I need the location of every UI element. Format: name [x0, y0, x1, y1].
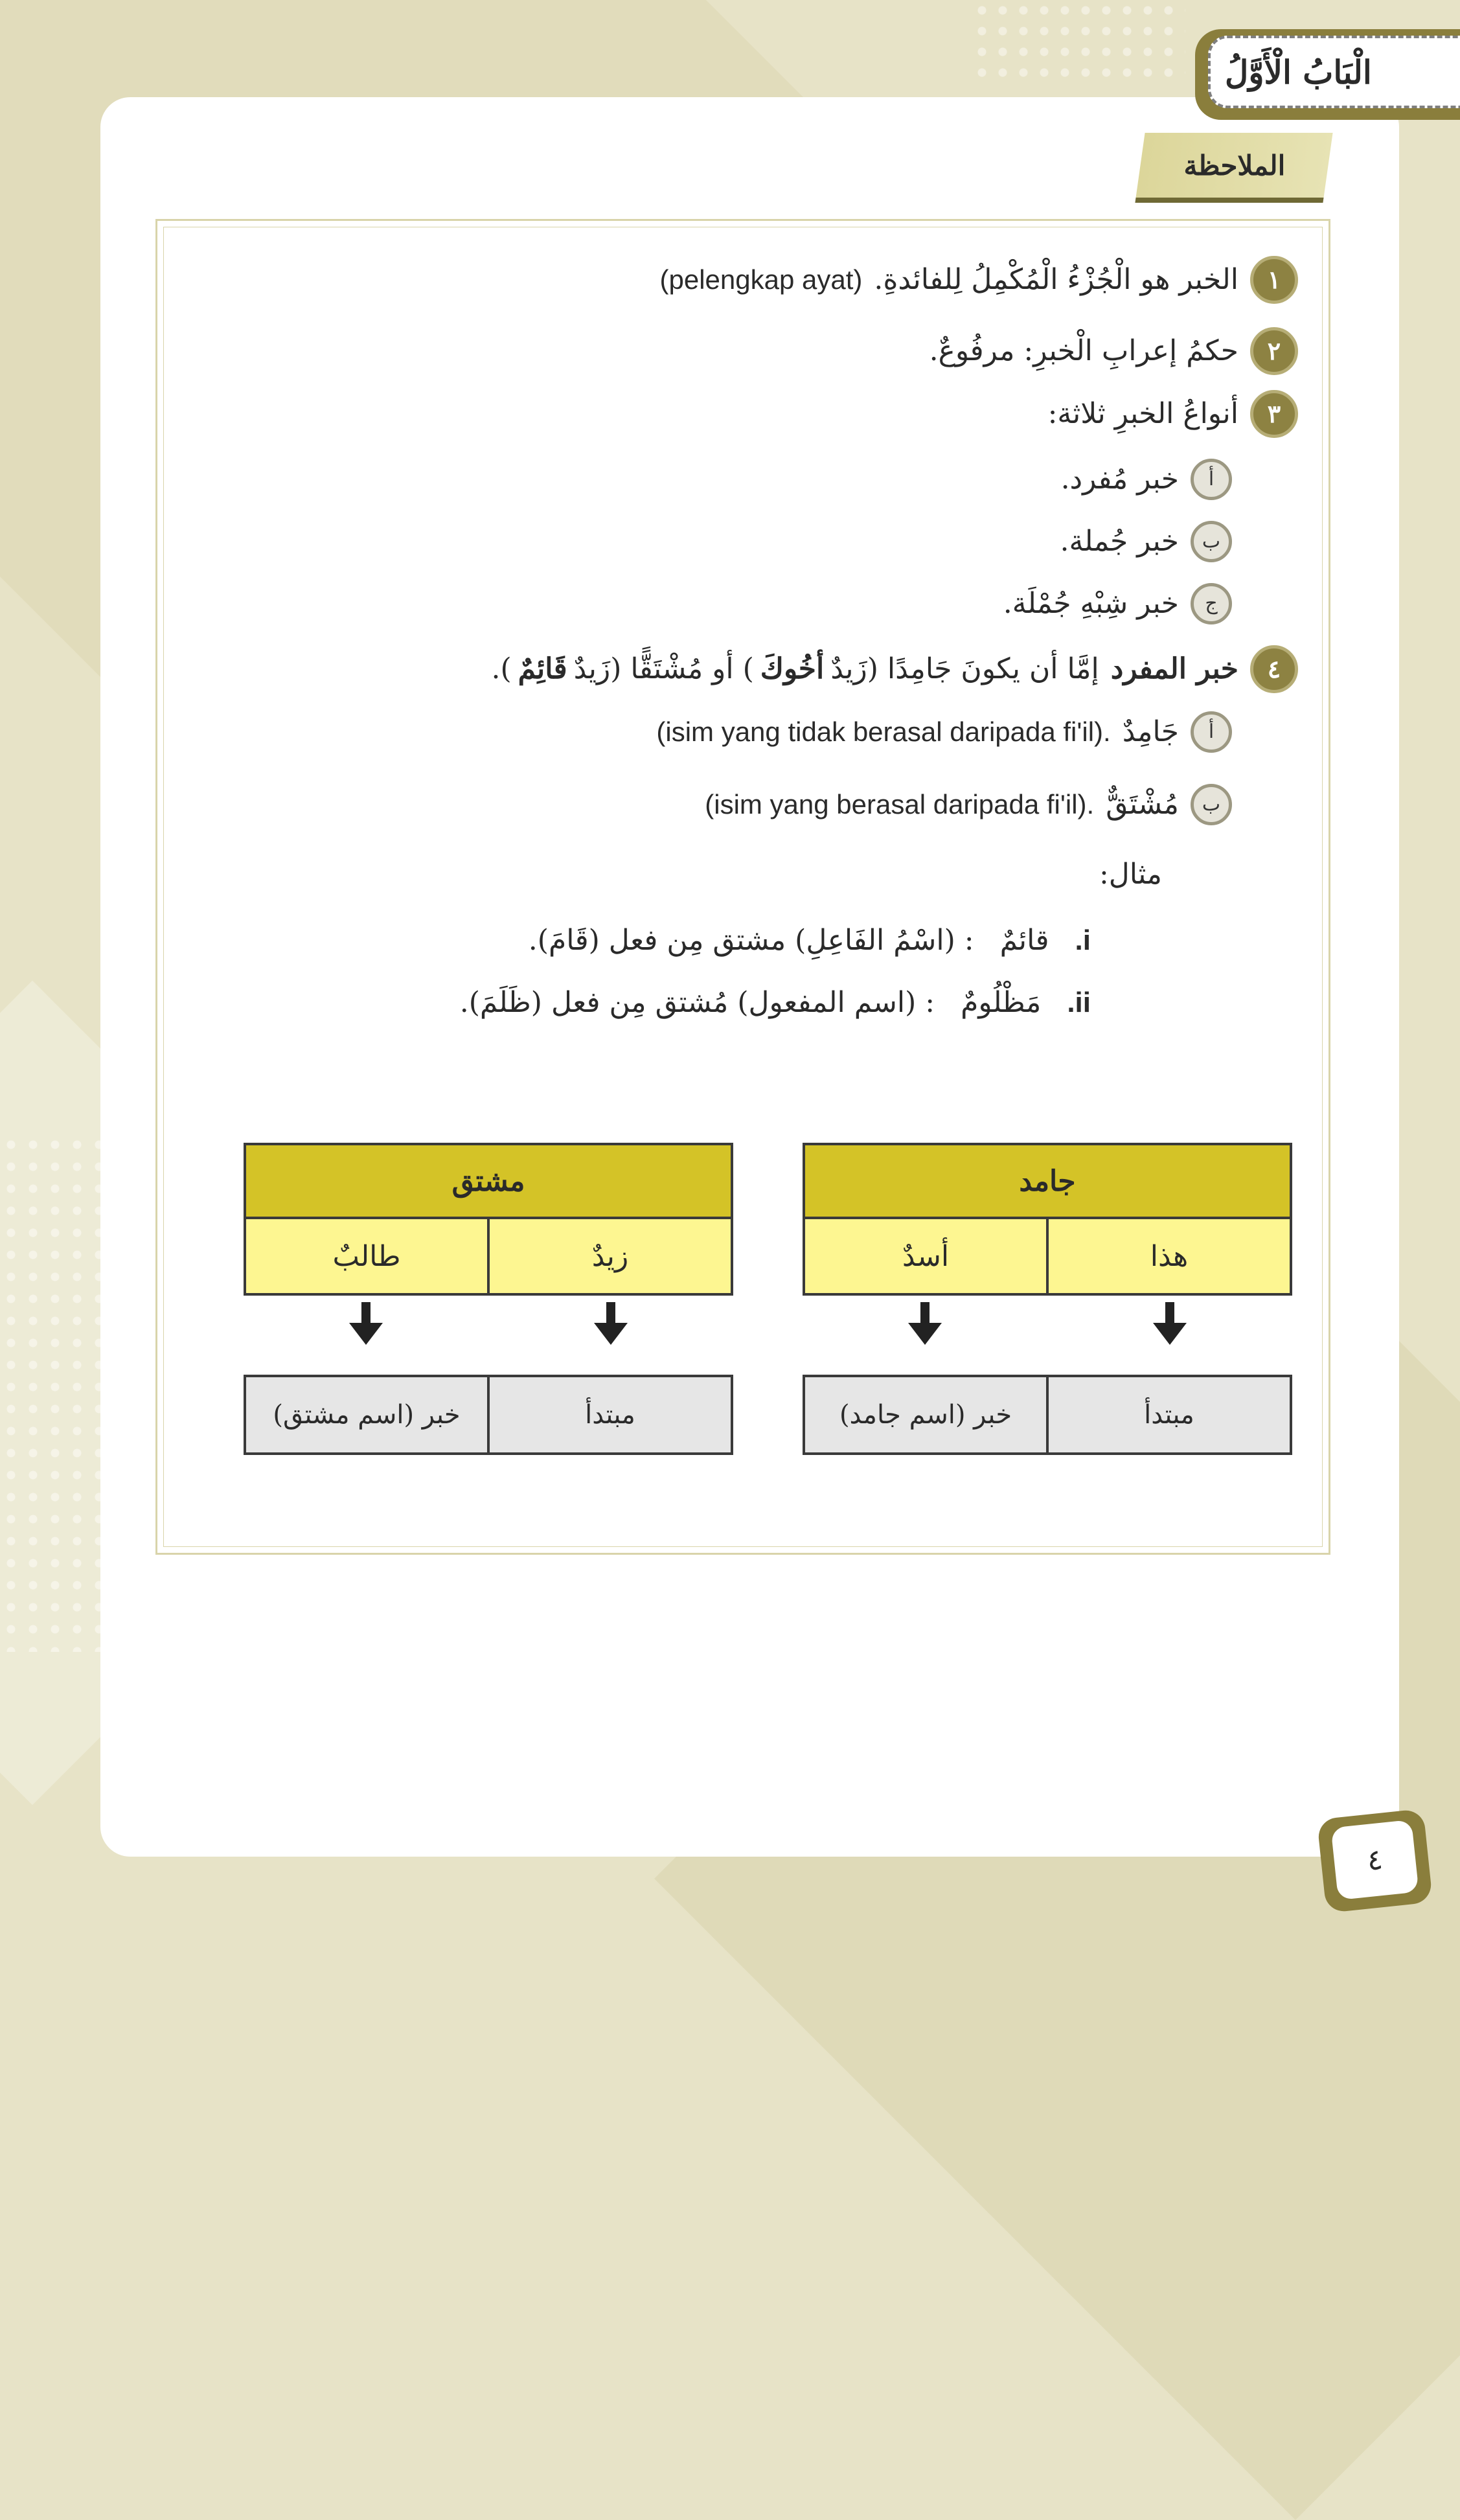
example-word: مَظْلُومٌ	[961, 986, 1042, 1019]
table-cell: خبر (اسم مشتق)	[246, 1377, 490, 1452]
example-word: قائمٌ	[999, 924, 1049, 957]
sub-point-b	[1060, 521, 1232, 562]
table-row	[244, 1375, 733, 1455]
bold-word: أخُوكَ	[760, 652, 825, 685]
point-2	[930, 327, 1298, 375]
point-text: حكمُ إعرابِ الْخبرِ: مرفُوعٌ.	[929, 334, 1238, 367]
example-text: : (اسْمُ الفَاعِلِ) مشتق مِن فعل (قَامَ).	[528, 924, 974, 957]
arrow-row	[244, 1296, 733, 1354]
jamid-table	[803, 1143, 1292, 1455]
point-text: الخبر هو الْجُزْءُ الْمُكْمِلُ لِلفائدةِ.	[874, 263, 1238, 296]
point-1	[660, 256, 1299, 304]
sub-text: خبر مُفرد.	[1060, 463, 1179, 496]
sub-point-b	[705, 784, 1232, 825]
point-number: ٣	[1250, 390, 1298, 438]
roman-numeral: i.	[1075, 924, 1091, 956]
section-label	[1135, 133, 1332, 203]
point-3	[1048, 390, 1298, 438]
arrow-down-icon	[1047, 1302, 1292, 1347]
example-title	[1099, 855, 1162, 894]
table-header: جامد	[803, 1143, 1292, 1219]
table-row	[803, 1375, 1292, 1455]
background-dots	[0, 1134, 104, 1652]
chapter-title: الْبَابُ الْأَوَّلُ	[1225, 52, 1372, 91]
arrow-row	[803, 1296, 1292, 1354]
table-cell: هذا	[1150, 1239, 1189, 1273]
table-cell: خبر (اسم جامد)	[805, 1377, 1049, 1452]
sub-point-c	[1003, 583, 1232, 624]
table-row	[244, 1219, 733, 1296]
text-fragment: ).	[491, 652, 512, 685]
mushtaq-table	[244, 1143, 733, 1455]
point-4	[492, 645, 1298, 693]
arrow-down-icon	[244, 1302, 488, 1347]
table-cell: أسدٌ	[805, 1219, 1049, 1293]
background-dots	[972, 0, 1185, 84]
table-cell: مبتدأ	[1144, 1400, 1194, 1430]
example-ii	[460, 983, 1091, 1022]
point-label: خبر المفرد	[1110, 652, 1238, 685]
point-number: ٤	[1250, 645, 1298, 693]
sub-word: مُشْتَقٌّ	[1106, 788, 1179, 821]
point-latin: (pelengkap ayat)	[659, 264, 863, 295]
table-cell: زيدٌ	[591, 1239, 629, 1273]
sub-text: خبر جُملة.	[1060, 525, 1179, 558]
sub-latin: (isim yang tidak berasal daripada fi'il).	[656, 716, 1111, 747]
example-text: : (اسم المفعول) مُشتق مِن فعل (ظَلَمَ).	[459, 986, 935, 1019]
sub-latin: (isim yang berasal daripada fi'il).	[705, 789, 1095, 819]
table-row	[803, 1219, 1292, 1296]
table-header: مشتق	[244, 1143, 733, 1219]
bold-word: قَائِمٌ	[518, 652, 567, 685]
point-number: ٢	[1250, 327, 1298, 375]
arrow-down-icon	[488, 1302, 733, 1347]
example-heading: مثال:	[1099, 858, 1162, 891]
text-fragment: ) أو مُشْتَقًّا (زَيدٌ	[573, 652, 754, 685]
sub-mark: ب	[1191, 521, 1232, 562]
sub-point-a	[656, 711, 1232, 753]
point-text: أنواعُ الخبرِ ثلاثة:	[1047, 397, 1238, 430]
roman-numeral: ii.	[1067, 987, 1091, 1018]
text-fragment: إمَّا أن يكونَ جَامِدًا (زَيدٌ	[830, 652, 1099, 685]
page-number: ٤	[1330, 1820, 1419, 1900]
table-cell: مبتدأ	[585, 1400, 635, 1430]
sub-word: جَامِدٌ	[1122, 715, 1179, 748]
example-i	[529, 921, 1091, 960]
sub-mark: أ	[1191, 711, 1232, 753]
table-cell: طالبٌ	[246, 1219, 490, 1293]
arrow-down-icon	[803, 1302, 1047, 1347]
point-text	[492, 650, 1099, 689]
sub-mark: ب	[1191, 784, 1232, 825]
sub-text: خبر شِبْهِ جُمْلَة.	[1003, 587, 1179, 620]
point-number: ١	[1250, 256, 1298, 304]
section-title: الملاحظة	[1183, 149, 1285, 181]
sub-mark: ج	[1191, 583, 1232, 624]
sub-point-a	[1061, 459, 1232, 500]
chapter-label	[1208, 36, 1460, 108]
sub-mark: أ	[1191, 459, 1232, 500]
